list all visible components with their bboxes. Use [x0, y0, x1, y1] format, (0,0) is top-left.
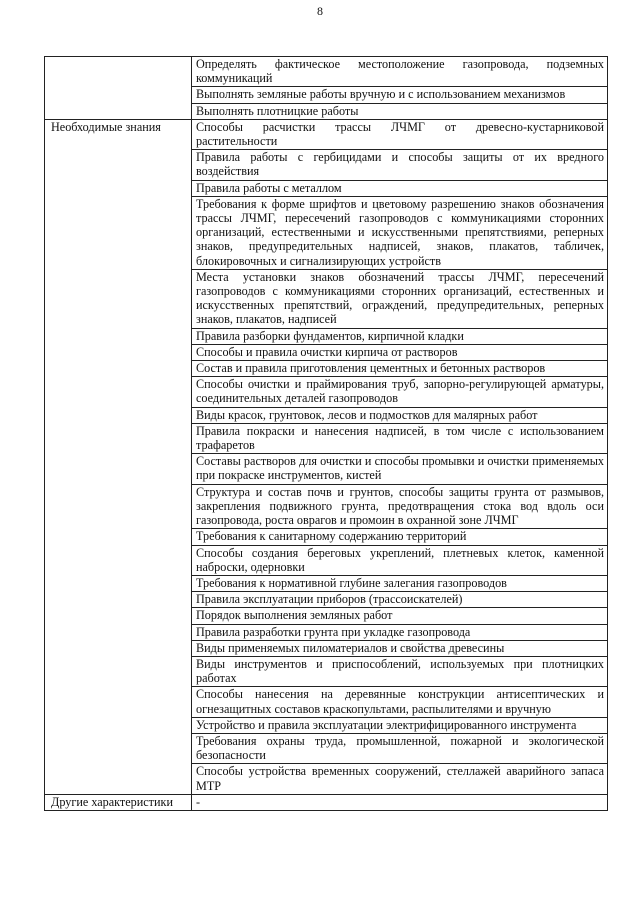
section-item: Определять фактическое местоположение газопровода, подземных коммуникаций — [192, 57, 608, 87]
section-item: Способы создания береговых укреплений, плетневых клеток, каменной наброски, одерновки — [192, 545, 608, 575]
section-item: Требования охраны труда, промышленной, пожарной и экологической безопасности — [192, 733, 608, 763]
section-item: Места установки знаков обозначений трассы ЛЧМГ, пересечений газопроводов с коммуникациями сторонних организаций, естественных и искусственных препятствий, ограждений, предупредительных, реперных знаков, плакатов, надписей — [192, 269, 608, 328]
section-item: Правила покраски и нанесения надписей, в том числе с использованием трафаретов — [192, 423, 608, 453]
section-label: Другие характеристики — [45, 794, 192, 810]
page-number: 8 — [317, 4, 323, 18]
qualification-table — [44, 56, 608, 811]
section-item: Правила работы с металлом — [192, 180, 608, 196]
section-item: Составы растворов для очистки и способы промывки и очистки применяемых при покраске инструментов, кистей — [192, 454, 608, 484]
section-item: Способы и правила очистки кирпича от растворов — [192, 344, 608, 360]
section-item: Правила эксплуатации приборов (трассоискателей) — [192, 592, 608, 608]
section-label: Необходимые знания — [45, 119, 192, 794]
section-item: Устройство и правила эксплуатации электрифицированного инструмента — [192, 717, 608, 733]
section-item: Виды применяемых пиломатериалов и свойства древесины — [192, 640, 608, 656]
section-item: Способы расчистки трассы ЛЧМГ от древесно-кустарниковой растительности — [192, 119, 608, 149]
section-label — [45, 57, 192, 120]
section-item: - — [192, 794, 608, 810]
section-item: Способы устройства временных сооружений, стеллажей аварийного запаса МТР — [192, 764, 608, 794]
section-item: Выполнять плотницкие работы — [192, 103, 608, 119]
section-item: Требования к санитарному содержанию территорий — [192, 529, 608, 545]
section-item: Структура и состав почв и грунтов, способы защиты грунта от размывов, закрепления подвижного грунта, предотвращения стока вод вдоль оси газопровода, роста оврагов и промоин в охранной зоне ЛЧМГ — [192, 484, 608, 529]
section-item: Порядок выполнения земляных работ — [192, 608, 608, 624]
table-row — [45, 119, 608, 149]
section-item: Выполнять земляные работы вручную и с использованием механизмов — [192, 87, 608, 103]
table-body — [45, 57, 608, 811]
section-item: Виды красок, грунтовок, лесов и подмостков для малярных работ — [192, 407, 608, 423]
section-item: Способы очистки и праймирования труб, запорно-регулирующей арматуры, соединительных деталей газопроводов — [192, 377, 608, 407]
section-item: Требования к нормативной глубине залегания газопроводов — [192, 575, 608, 591]
section-item: Правила разборки фундаментов, кирпичной кладки — [192, 328, 608, 344]
section-item: Правила работы с гербицидами и способы защиты от их вредного воздействия — [192, 150, 608, 180]
section-item: Способы нанесения на деревянные конструкции антисептических и огнезащитных составов краскопультами, распылителями и вручную — [192, 687, 608, 717]
section-item: Состав и правила приготовления цементных и бетонных растворов — [192, 361, 608, 377]
section-item: Виды инструментов и приспособлений, используемых при плотницких работах — [192, 656, 608, 686]
section-item: Правила разработки грунта при укладке газопровода — [192, 624, 608, 640]
table-row — [45, 794, 608, 810]
table-row — [45, 57, 608, 87]
section-item: Требования к форме шрифтов и цветовому разрешению знаков обозначения трассы ЛЧМГ, пересечений газопроводов с коммуникациями сторонних организаций, естественными и искусственными препятствиями, реперных знаков, предупредительных надписей, знаков, плакатов, табличек, блокировочных и сигнализирующих устройств — [192, 196, 608, 269]
